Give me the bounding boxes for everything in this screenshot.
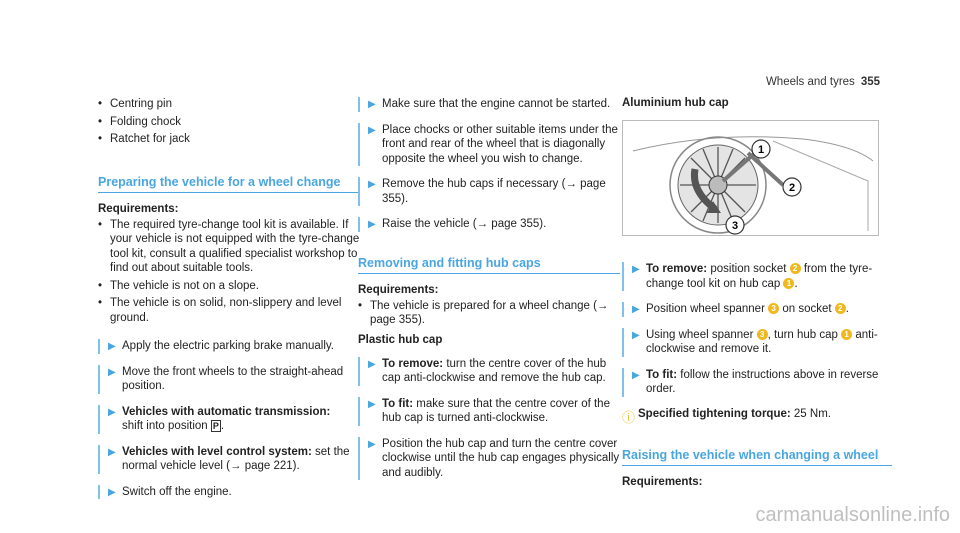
step: ▶ Using wheel spanner 3 , turn hub cap 1 anti-clockwise and remove it. <box>622 328 892 357</box>
step: ▶ To remove: turn the centre cover of the hub cap anti-clockwise and remove the hub cap. <box>358 357 620 386</box>
list-item: • The required tyre-change tool kit is available. If your vehicle is not equipped with the tyre-change tool kit, consult a qualified specialist workshop to find out about suitable tools. <box>98 218 360 276</box>
step: ▶ Switch off the engine. <box>98 485 360 500</box>
list-item: • The vehicle is not on a slope. <box>98 279 360 294</box>
list-item: • Centring pin <box>98 97 360 112</box>
callout-badge: 2 <box>790 263 801 274</box>
requirements-label: Requirements: <box>358 283 439 296</box>
step: ▶ Remove the hub caps if necessary (→ page 355). <box>358 177 620 206</box>
requirements-label: Requirements: <box>98 202 179 215</box>
step-arrow-icon: ▶ <box>632 329 640 341</box>
step-arrow-icon: ▶ <box>108 366 116 378</box>
step: ▶ Apply the electric parking brake manually. <box>98 339 360 354</box>
step: ▶ Place chocks or other suitable items under the front and rear of the wheel that is diagonally opposite the wheel you wish to change. <box>358 123 620 167</box>
plastic-hub-cap-label: Plastic hub cap <box>358 333 443 346</box>
column-2 <box>358 97 620 491</box>
callout-badge: 1 <box>841 329 852 340</box>
step-arrow-icon: ▶ <box>368 398 376 410</box>
callout-2 <box>783 178 801 196</box>
list-item: • The vehicle is prepared for a wheel change (→ page 355). <box>358 299 620 328</box>
step-arrow-icon: ▶ <box>632 369 640 381</box>
step-arrow-icon: ▶ <box>368 124 376 136</box>
step: ▶ Position wheel spanner 3 on socket 2 . <box>622 302 892 317</box>
step-arrow-icon: ▶ <box>368 438 376 450</box>
hub-cap-illustration <box>622 120 879 236</box>
callout-badge: 3 <box>757 329 768 340</box>
step: ▶ Position the hub cap and turn the centre cover clockwise until the hub cap engages physically and audibly. <box>358 437 620 481</box>
step-arrow-icon: ▶ <box>108 486 116 498</box>
column-1 <box>98 97 360 510</box>
running-header <box>766 76 880 88</box>
park-position-icon: P <box>212 420 219 431</box>
step-arrow-icon: ▶ <box>108 341 116 352</box>
callout-3 <box>726 216 744 234</box>
svg-text:2: 2 <box>788 182 796 194</box>
callout-badge: 3 <box>768 303 779 314</box>
step-arrow-icon: ▶ <box>632 264 640 275</box>
callout-badge: 2 <box>835 303 846 314</box>
watermark: carmanualsonline.info <box>755 504 950 526</box>
section-heading: Raising the vehicle when changing a wheel <box>622 448 892 466</box>
header-section: Wheels and tyres <box>765 76 855 88</box>
step-arrow-icon: ▶ <box>108 446 116 458</box>
section-heading: Removing and fitting hub caps <box>358 256 620 274</box>
section-heading: Preparing the vehicle for a wheel change <box>98 175 360 193</box>
list-item: • Folding chock <box>98 115 360 130</box>
step: ▶ To fit: follow the instructions above in reverse order. <box>622 368 892 397</box>
column-3 <box>622 97 892 491</box>
requirements-label: Requirements: <box>622 475 703 488</box>
aluminium-hub-cap-label: Aluminium hub cap <box>622 97 729 109</box>
info-icon: ⓘ <box>622 409 636 425</box>
page-number: 355 <box>860 76 880 88</box>
step-arrow-icon: ▶ <box>368 179 376 190</box>
step: ▶ Vehicles with level control system: set the normal vehicle level (→ page 221). <box>98 445 360 474</box>
step-arrow-icon: ▶ <box>108 406 116 418</box>
step-arrow-icon: ▶ <box>368 99 376 110</box>
step-arrow-icon: ▶ <box>368 358 376 370</box>
step: ▶ To fit: make sure that the centre cover of the hub cap is turned anti-clockwise. <box>358 397 620 426</box>
step: ▶ Move the front wheels to the straight-ahead position. <box>98 365 360 394</box>
step: ▶ To remove: position socket 2 from the tyre-change tool kit on hub cap 1 . <box>622 262 892 291</box>
step-arrow-icon: ▶ <box>368 219 376 230</box>
callout-1 <box>752 140 770 158</box>
torque-note: ⓘ Specified tightening torque: 25 Nm. <box>622 407 831 425</box>
step: ▶ Raise the vehicle (→ page 355). <box>358 217 620 232</box>
step-arrow-icon: ▶ <box>632 304 640 315</box>
step: ▶ Vehicles with automatic transmission: shift into position P . <box>98 405 360 434</box>
svg-text:1: 1 <box>757 144 765 156</box>
step: ▶ Make sure that the engine cannot be started. <box>358 97 620 112</box>
list-item: • Ratchet for jack <box>98 132 360 147</box>
list-item: • The vehicle is on solid, non-slippery and level ground. <box>98 296 360 325</box>
callout-badge: 1 <box>783 278 794 289</box>
svg-text:3: 3 <box>731 220 739 232</box>
